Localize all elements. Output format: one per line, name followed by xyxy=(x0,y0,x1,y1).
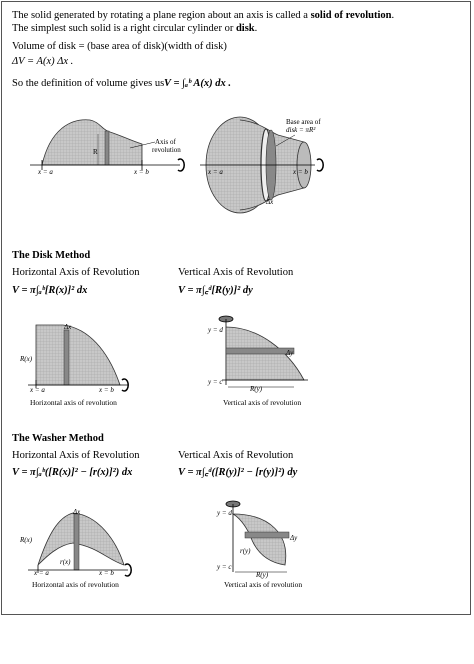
intro-line-4: ΔV = A(x) Δx . xyxy=(12,56,74,67)
washer-vert-title: Vertical Axis of Revolution xyxy=(178,450,294,461)
intro-line-1: The solid generated by rotating a plane region about an axis is called a solid of revolution. xyxy=(12,10,395,21)
washer-h-r: r(x) xyxy=(60,558,71,566)
disk-v-yc: y = c xyxy=(208,378,223,386)
washer-h-R: R(x) xyxy=(20,536,33,544)
disk-vert-caption: Vertical axis of revolution xyxy=(223,398,302,407)
label-disk-area: disk = πR² xyxy=(286,126,316,134)
washer-v-r: r(y) xyxy=(240,547,251,555)
disk-h-xa: x = a xyxy=(30,386,45,394)
disk-horiz-formula: V = π∫ₐᵇ[R(x)]² dx xyxy=(12,285,88,296)
disk-vert-formula: V = π∫꜀ᵈ[R(y)]² dy xyxy=(178,285,253,296)
washer-v-R: R(y) xyxy=(256,571,269,579)
label-dx: Δx xyxy=(266,198,274,206)
label-base-area: Base area of xyxy=(286,118,321,126)
disk-h-dx: Δx xyxy=(64,323,72,331)
label-x-a-2: x = a xyxy=(208,168,223,176)
washer-h-dx: Δx xyxy=(73,508,81,516)
disk-heading: The Disk Method xyxy=(12,250,91,261)
washer-horiz-caption: Horizontal axis of revolution xyxy=(32,580,119,589)
disk-horiz-figure xyxy=(28,320,138,390)
label-revolution: revolution xyxy=(152,146,181,154)
intro-line-2: The simplest such solid is a right circular cylinder or disk. xyxy=(12,23,258,34)
washer-h-xb: x = b xyxy=(99,569,114,577)
disk-h-R: R(x) xyxy=(20,355,33,363)
label-x-b: x = b xyxy=(134,168,149,176)
disk-horiz-title: Horizontal Axis of Revolution xyxy=(12,267,140,278)
disk-horiz-caption: Horizontal axis of revolution xyxy=(30,398,117,407)
washer-v-yc: y = c xyxy=(217,563,232,571)
disk-v-dy: Δy xyxy=(286,349,294,357)
intro-line-5: So the definition of volume gives us xyxy=(12,78,165,89)
label-x-a: x = a xyxy=(38,168,53,176)
washer-v-dy: Δy xyxy=(290,534,298,542)
washer-v-yd: y = d xyxy=(217,509,232,517)
washer-vert-caption: Vertical axis of revolution xyxy=(224,580,303,589)
disk-vert-title: Vertical Axis of Revolution xyxy=(178,267,294,278)
disk-vert-figure xyxy=(208,315,318,395)
label-R: R xyxy=(93,148,98,156)
intro-line-3: Volume of disk = (base area of disk)(width of disk) xyxy=(12,41,227,52)
washer-h-xa: x = a xyxy=(34,569,49,577)
label-axis-of: Axis of xyxy=(155,138,176,146)
disk-h-xb: x = b xyxy=(99,386,114,394)
washer-horiz-title: Horizontal Axis of Revolution xyxy=(12,450,140,461)
washer-horiz-formula: V = π∫ₐᵇ([R(x)]² − [r(x)]²) dx xyxy=(12,467,133,478)
intro-formula: V = ∫ₐᵇ A(x) dx . xyxy=(164,78,231,89)
disk-v-yd: y = d xyxy=(208,326,223,334)
washer-heading: The Washer Method xyxy=(12,433,104,444)
figure-solid-of-revolution xyxy=(200,110,360,210)
washer-vert-formula: V = π∫꜀ᵈ([R(y)]² − [r(y)]²) dy xyxy=(178,467,298,478)
disk-v-R: R(y) xyxy=(250,385,263,393)
label-x-b-2: x = b xyxy=(293,168,308,176)
